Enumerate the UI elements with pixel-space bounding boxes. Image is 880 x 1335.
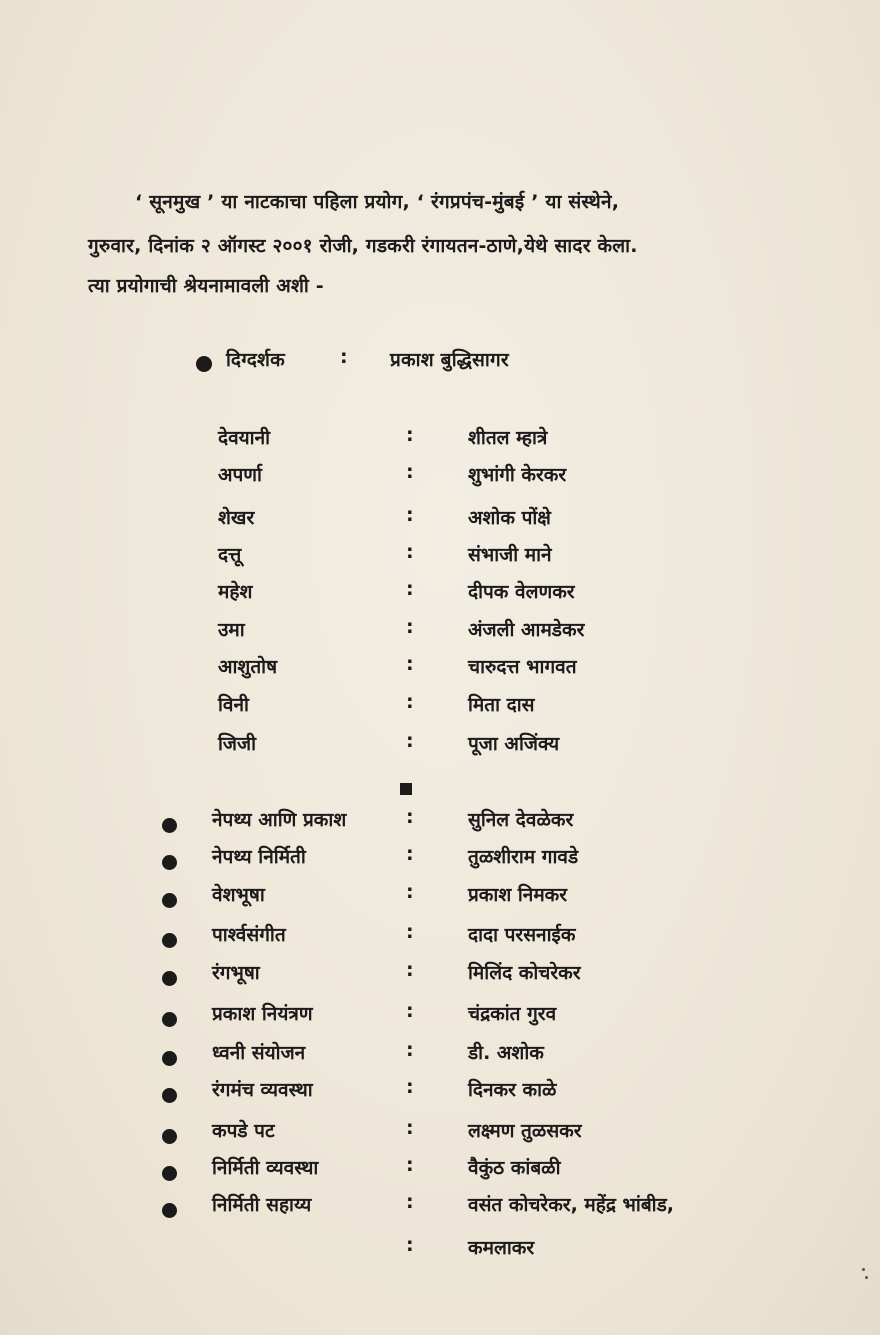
crew-row: [0, 921, 880, 955]
page-speck: [862, 1268, 865, 1271]
bullet-icon: [162, 933, 177, 948]
crew-row: [0, 1117, 880, 1151]
director-label: दिग्दर्शक: [226, 349, 285, 371]
crew-colon: :: [406, 843, 414, 865]
crew-person: चंद्रकांत गुरव: [468, 1003, 557, 1025]
bullet-icon: [162, 855, 177, 870]
cast-row: [0, 504, 880, 538]
crew-person: कमलाकर: [468, 1237, 535, 1259]
crew-person: डी. अशोक: [468, 1042, 544, 1064]
intro-line-3: त्या प्रयोगाची श्रेयनामावली अशी -: [88, 275, 324, 297]
director-colon: :: [340, 346, 348, 368]
crew-colon: :: [406, 1000, 414, 1022]
cast-actor: अशोक पोंक्षे: [468, 507, 551, 529]
bullet-icon: [162, 1088, 177, 1103]
cast-colon: :: [406, 616, 414, 638]
cast-role: दत्तू: [218, 544, 242, 566]
crew-row: [0, 1000, 880, 1034]
crew-row: [0, 843, 880, 877]
bullet-icon: [162, 893, 177, 908]
crew-row: [0, 881, 880, 915]
crew-role: रंगमंच व्यवस्था: [212, 1079, 313, 1101]
crew-person: दिनकर काळे: [468, 1079, 557, 1101]
cast-colon: :: [406, 541, 414, 563]
cast-colon: :: [406, 653, 414, 675]
cast-role: जिजी: [218, 733, 257, 755]
crew-person: वसंत कोचरेकर, महेंद्र भांबीड,: [468, 1194, 674, 1216]
crew-colon: :: [406, 1154, 414, 1176]
crew-person: सुनिल देवळेकर: [468, 809, 574, 831]
crew-role: निर्मिती व्यवस्था: [212, 1157, 319, 1179]
crew-row: [0, 1154, 880, 1188]
crew-role: प्रकाश नियंत्रण: [212, 1003, 313, 1025]
cast-actor: शीतल म्हात्रे: [468, 427, 548, 449]
crew-row: [0, 959, 880, 993]
crew-row: [0, 1191, 880, 1225]
cast-role: विनी: [218, 694, 249, 716]
bullet-icon: [162, 971, 177, 986]
crew-role: कपडे पट: [212, 1120, 275, 1142]
bullet-icon: [162, 1012, 177, 1027]
cast-actor: अंजली आमडेकर: [468, 619, 585, 641]
crew-colon: :: [406, 1039, 414, 1061]
intro-line-1: ‘ सूनमुख ’ या नाटकाचा पहिला प्रयोग, ‘ रंगप्रपंच-मुंबई ’ या संस्थेने,: [135, 191, 620, 213]
crew-role: ध्वनी संयोजन: [212, 1042, 306, 1064]
crew-colon: :: [406, 806, 414, 828]
intro-line-2: गुरुवार, दिनांक २ ऑगस्ट २००१ रोजी, गडकरी रंगायतन-ठाणे,येथे सादर केला.: [88, 235, 638, 257]
cast-row: [0, 691, 880, 725]
cast-row: [0, 461, 880, 495]
cast-colon: :: [406, 730, 414, 752]
crew-colon: :: [406, 1234, 414, 1256]
cast-colon: :: [406, 578, 414, 600]
cast-row: [0, 730, 880, 764]
cast-actor: दीपक वेलणकर: [468, 581, 575, 603]
crew-role: वेशभूषा: [212, 884, 265, 906]
bullet-icon: [196, 356, 212, 372]
crew-person: मिलिंद कोचरेकर: [468, 962, 581, 984]
crew-role: निर्मिती सहाय्य: [212, 1194, 312, 1216]
page-speck: [865, 1276, 868, 1279]
crew-row: [0, 806, 880, 840]
crew-person: लक्ष्मण तुळसकर: [468, 1120, 582, 1142]
bullet-icon: [162, 1166, 177, 1181]
cast-actor: पूजा अजिंक्य: [468, 733, 560, 755]
cast-colon: :: [406, 424, 414, 446]
cast-actor: चारुदत्त भागवत: [468, 656, 577, 678]
crew-colon: :: [406, 959, 414, 981]
cast-row: [0, 616, 880, 650]
cast-role: महेश: [218, 581, 253, 603]
cast-actor: मिता दास: [468, 694, 535, 716]
crew-role: नेपथ्य निर्मिती: [212, 846, 306, 868]
crew-continuation-row: [0, 1234, 880, 1268]
crew-colon: :: [406, 921, 414, 943]
cast-colon: :: [406, 691, 414, 713]
cast-actor: संभाजी माने: [468, 544, 552, 566]
cast-row: [0, 424, 880, 458]
cast-colon: :: [406, 461, 414, 483]
crew-role: पार्श्वसंगीत: [212, 924, 286, 946]
crew-row: [0, 1039, 880, 1073]
bullet-icon: [162, 1051, 177, 1066]
cast-role: अपर्णा: [218, 464, 262, 486]
cast-role: आशुतोष: [218, 656, 278, 678]
crew-person: प्रकाश निमकर: [468, 884, 568, 906]
bullet-icon: [162, 818, 177, 833]
crew-colon: :: [406, 1076, 414, 1098]
cast-row: [0, 541, 880, 575]
cast-role: उमा: [218, 619, 245, 641]
cast-colon: :: [406, 504, 414, 526]
cast-row: [0, 578, 880, 612]
crew-colon: :: [406, 881, 414, 903]
director-name: प्रकाश बुद्धिसागर: [390, 349, 509, 371]
cast-actor: शुभांगी केरकर: [468, 464, 567, 486]
crew-colon: :: [406, 1191, 414, 1213]
crew-person: दादा परसनाईक: [468, 924, 576, 946]
bullet-icon: [162, 1203, 177, 1218]
crew-row: [0, 1076, 880, 1110]
crew-role: नेपथ्य आणि प्रकाश: [212, 809, 347, 831]
cast-role: देवयानी: [218, 427, 271, 449]
separator-square-icon: [400, 783, 412, 795]
crew-person: तुळशीराम गावडे: [468, 846, 579, 868]
cast-row: [0, 653, 880, 687]
cast-role: शेखर: [218, 507, 255, 529]
crew-role: रंगभूषा: [212, 962, 260, 984]
bullet-icon: [162, 1129, 177, 1144]
crew-person: वैकुंठ कांबळी: [468, 1157, 561, 1179]
crew-colon: :: [406, 1117, 414, 1139]
